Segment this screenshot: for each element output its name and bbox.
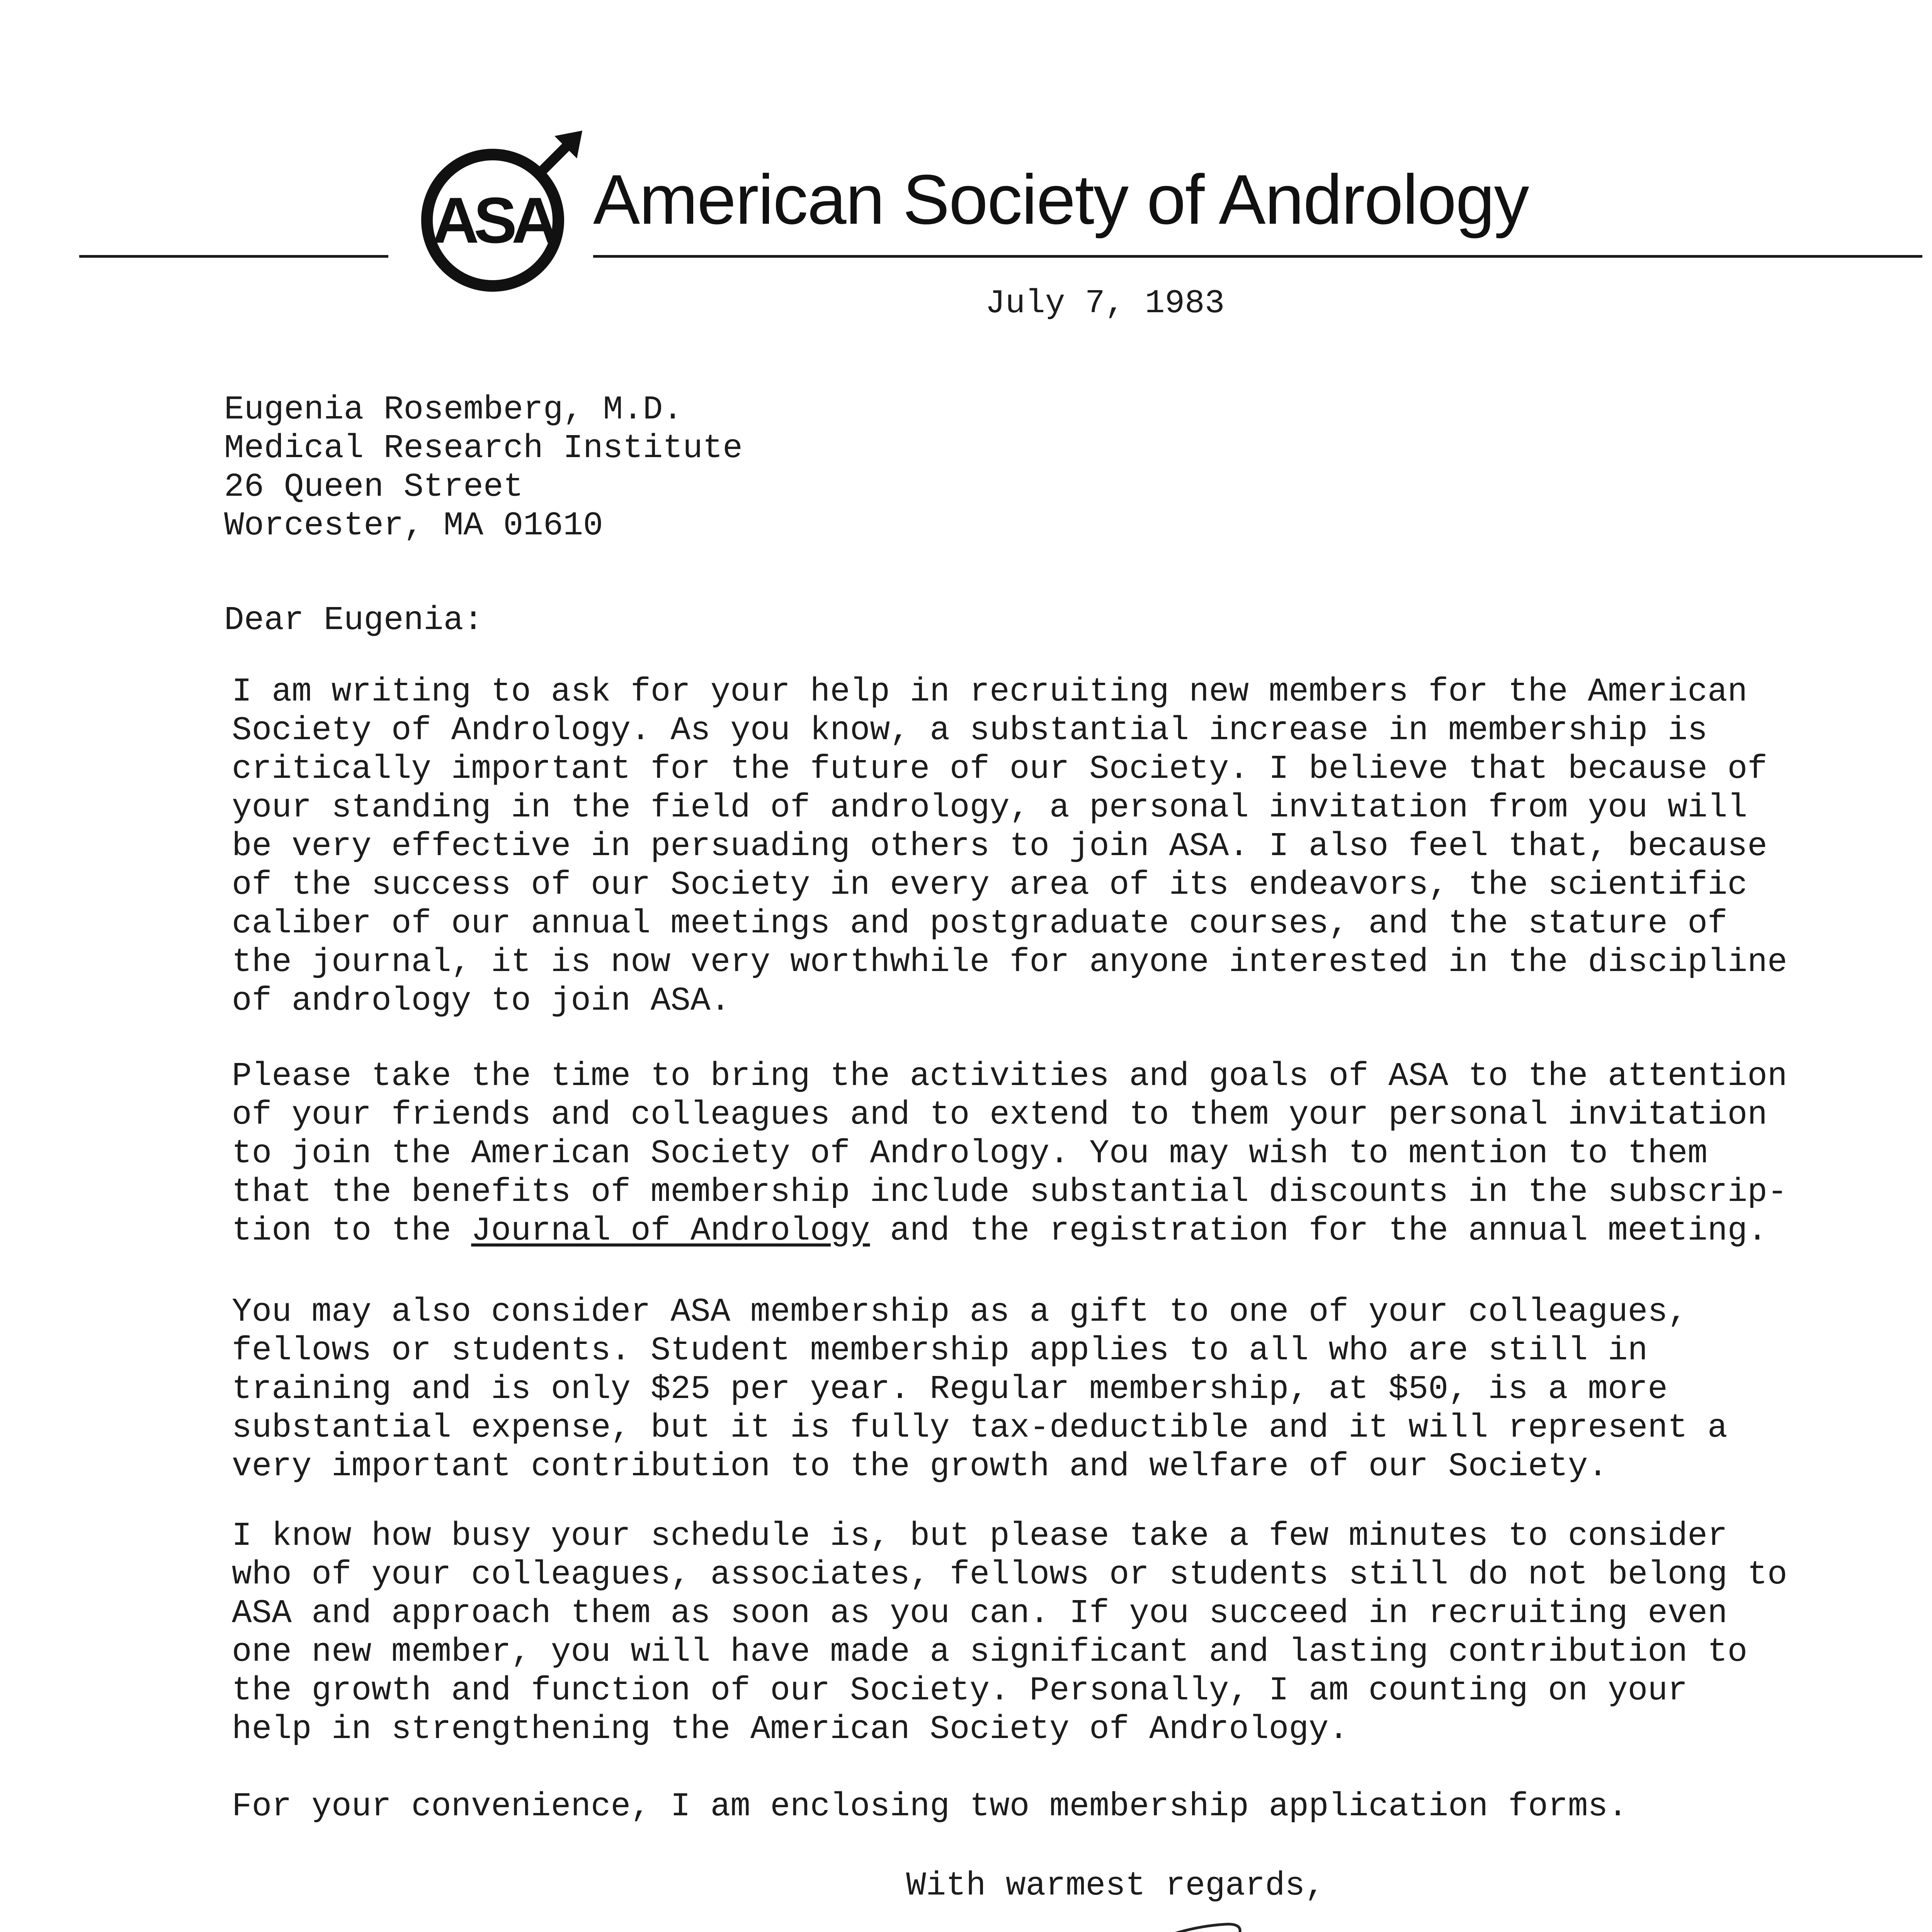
body-line: training and is only $25 per year. Regular membership, at $50, is a more	[232, 1370, 1668, 1408]
recipient-line: Worcester, MA 01610	[224, 507, 603, 544]
body-line: be very effective in persuading others to join ASA. I also feel that, because	[232, 827, 1767, 865]
letterhead-rule-right	[593, 255, 1922, 258]
letter-date: July 7, 1983	[985, 284, 1225, 322]
recipient-line: 26 Queen Street	[224, 468, 524, 506]
asa-logo	[415, 128, 585, 298]
paragraph-3	[232, 1293, 1728, 1486]
body-line: help in strengthening the American Society of Andrology.	[232, 1710, 1349, 1748]
paragraph-4	[232, 1517, 1787, 1748]
body-line: caliber of our annual meetings and postgraduate courses, and the stature of	[232, 905, 1728, 942]
body-line: the growth and function of our Society. Personally, I am counting on your	[232, 1672, 1688, 1709]
handwritten-signature	[869, 1901, 1565, 1932]
letterhead-rule-left	[79, 255, 388, 258]
journal-title: Journal of Andrology	[471, 1212, 870, 1250]
body-text: tion to the	[232, 1212, 471, 1250]
body-line: For your convenience, I am enclosing two membership application forms.	[232, 1787, 1628, 1825]
body-line: of your friends and colleagues and to extend to them your personal invitation	[232, 1096, 1767, 1134]
body-line: of andrology to join ASA.	[232, 982, 731, 1020]
body-line: substantial expense, but it is fully tax-deductible and it will represent a	[232, 1409, 1728, 1447]
body-text: and the registration for the annual meeting.	[870, 1212, 1767, 1250]
body-line: very important contribution to the growth and welfare of our Society.	[232, 1447, 1608, 1485]
body-line: You may also consider ASA membership as a gift to one of your colleagues,	[232, 1293, 1688, 1331]
recipient-address	[224, 390, 743, 545]
body-line: the journal, it is now very worthwhile for anyone interested in the discipline	[232, 943, 1787, 981]
body-line: I know how busy your schedule is, but please take a few minutes to consider	[232, 1517, 1728, 1555]
recipient-line: Medical Research Institute	[224, 429, 743, 467]
salutation: Dear Eugenia:	[224, 601, 483, 639]
recipient-line: Eugenia Rosemberg, M.D.	[224, 391, 683, 429]
body-line	[232, 1211, 1787, 1250]
logo-text: ASA	[432, 184, 553, 257]
body-line: ASA and approach them as soon as you can. If you succeed in recruiting even	[232, 1594, 1728, 1632]
body-line: your standing in the field of andrology, a personal invitation from you will	[232, 789, 1748, 827]
paragraph-5	[232, 1787, 1628, 1826]
paragraph-2	[232, 1057, 1787, 1250]
body-line: who of your colleagues, associates, fellows or students still do not belong to	[232, 1556, 1787, 1594]
body-line: to join the American Society of Andrology. You may wish to mention to them	[232, 1134, 1708, 1172]
body-line: that the benefits of membership include substantial discounts in the subscrip-	[232, 1173, 1787, 1211]
closing: With warmest regards,	[906, 1867, 1325, 1905]
body-line: Society of Andrology. As you know, a substantial increase in membership is	[232, 711, 1708, 749]
body-line: I am writing to ask for your help in recruiting new members for the American	[232, 673, 1748, 711]
body-line: one new member, you will have made a significant and lasting contribution to	[232, 1633, 1748, 1671]
body-line: fellows or students. Student membership applies to all who are still in	[232, 1332, 1648, 1369]
body-line: Please take the time to bring the activities and goals of ASA to the attention	[232, 1057, 1787, 1095]
body-line: critically important for the future of our Society. I believe that because of	[232, 750, 1767, 788]
paragraph-1	[232, 672, 1787, 1020]
org-name: American Society of Andrology	[593, 160, 1529, 239]
body-line: of the success of our Society in every area of its endeavors, the scientific	[232, 866, 1748, 904]
